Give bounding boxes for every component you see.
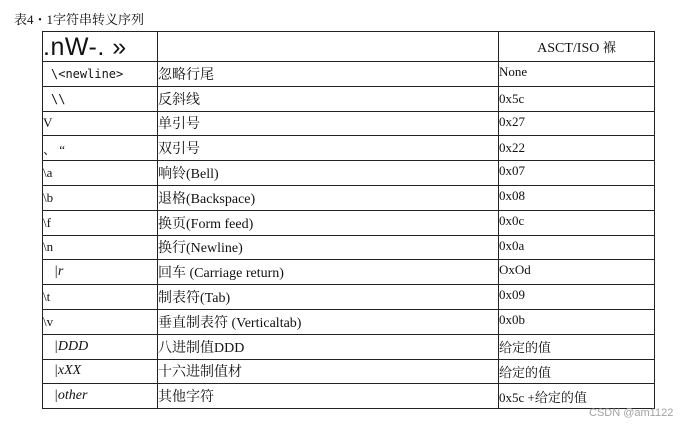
sequence-cell: 、 “ [43,136,158,161]
value-cell: 0x0a [499,235,655,260]
description-cell: 忽略行尾 [158,62,499,87]
table-row [43,359,655,384]
value-cell: 给定的值 [499,359,655,384]
value-cell: 0x0b [499,309,655,334]
description-cell: 垂直制表符 (Verticaltab) [158,309,499,334]
sequence-cell: |xXX [43,359,158,384]
escape-sequence-table [42,31,655,409]
sequence-cell: \\ [43,86,158,111]
value-cell: 0x27 [499,111,655,136]
value-cell: 0x08 [499,185,655,210]
table-row [43,309,655,334]
description-cell: 制表符(Tab) [158,285,499,310]
table-row [43,210,655,235]
table-row [43,136,655,161]
sequence-cell: |r [43,260,158,285]
header-ascii-iso-cjk: 褓 [602,40,616,56]
watermark: CSDN @am1122 [589,407,674,419]
table-row [43,334,655,359]
sequence-cell: \<newline> [43,62,158,87]
table-row [43,86,655,111]
table-row [43,161,655,186]
value-cell: 给定的值 [499,334,655,359]
header-ascii-iso-latin: ASCT/ISO [537,40,600,56]
table-row [43,111,655,136]
table-row [43,260,655,285]
sequence-cell: \f [43,210,158,235]
table-row [43,384,655,409]
description-cell: 响铃(Bell) [158,161,499,186]
description-cell: 其他字符 [158,384,499,409]
table-caption: 表4・1字符串转义序列 [14,12,145,27]
description-cell: 单引号 [158,111,499,136]
value-cell: 0x22 [499,136,655,161]
value-cell: 0x5c +给定的值 [499,384,655,409]
sequence-cell: \b [43,185,158,210]
value-cell: 0x0c [499,210,655,235]
value-cell: 0x07 [499,161,655,186]
sequence-cell: |DDD [43,334,158,359]
header-description [158,32,499,62]
sequence-cell: \a [43,161,158,186]
value-cell: 0x09 [499,285,655,310]
table-row [43,185,655,210]
description-cell: 反斜线 [158,86,499,111]
description-cell: 双引号 [158,136,499,161]
header-sequence: .nW-. » [43,32,158,62]
description-cell: 换行(Newline) [158,235,499,260]
value-cell: 0x5c [499,86,655,111]
table-header-row [43,32,655,62]
sequence-cell: \t [43,285,158,310]
table-row [43,235,655,260]
sequence-cell: \v [43,309,158,334]
value-cell: None [499,62,655,87]
description-cell: 退格(Backspace) [158,185,499,210]
table-row [43,62,655,87]
description-cell: 回车 (Carriage return) [158,260,499,285]
sequence-cell: V [43,111,158,136]
sequence-cell: |other [43,384,158,409]
header-ascii-iso [499,32,655,62]
value-cell: OxOd [499,260,655,285]
description-cell: 换页(Form feed) [158,210,499,235]
sequence-cell: \n [43,235,158,260]
description-cell: 十六进制值材 [158,359,499,384]
description-cell: 八进制值DDD [158,334,499,359]
table-row [43,285,655,310]
